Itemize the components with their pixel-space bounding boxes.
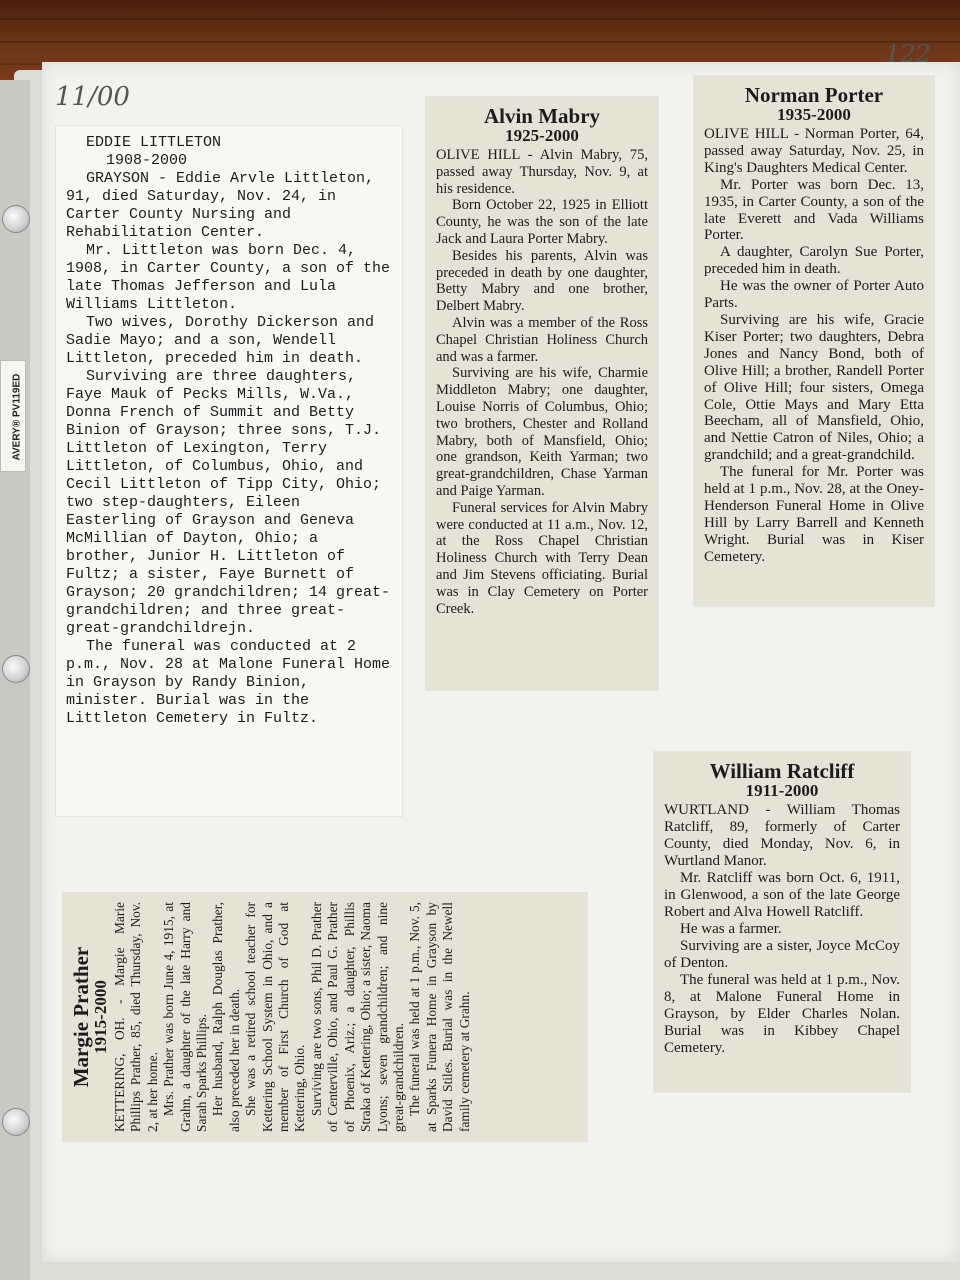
obituary-paragraph: Besides his parents, Alvin was preceded in death by one daughter, Betty Mabry and one brother, Delbert Mabry. — [436, 247, 648, 315]
obituary-paragraph: Surviving are his wife, Gracie Kiser Porter; two daughters, Debra Jones and Nancy Bond, both of Olive Hill; a brother, Randell Porter of Olive Hill; four sisters, Omega Cole, Ottie Mays and Mary Etta Beecham, all of Mansfield, Ohio, and Nettie Catron of Niles, Ohio; a grandchild; and a great-grandchild. — [704, 311, 924, 464]
sheet-label: AVERY® PV119ED — [11, 373, 23, 461]
obituary-paragraph: Alvin was a member of the Ross Chapel Christian Holiness Church and was a farmer. — [436, 314, 648, 365]
obituary-paragraph: Surviving are three daughters, Faye Mauk of Pecks Mills, W.Va., Donna French of Summit and Betty Binion of Grayson; three sons, T.J. Littleton of Lexington, Terry Littleton, of Columbus, Ohio, and Cecil Littleton of Tipp City, Ohio; two step-daughters, Eileen Easterling of Grayson and Geneva McMillian of Dayton, Ohio; a brother, Junior H. Littleton of Fultz; a sister, Faye Burnett of Grayson; 20 grandchildren; 14 great-grandchildren; and three great-great-grandchildrejn. — [66, 368, 391, 637]
obituary-paragraph: Funeral services for Alvin Mabry were conducted at 11 a.m., Nov. 12, at the Ross Chapel Christian Holiness Church with Terry Dean and Jim Stevens officiating. Burial was in Clay Cemetery on Porter Creek. — [436, 499, 648, 617]
obituary-years: 1925-2000 — [505, 126, 579, 145]
obituary-ratcliff — [654, 752, 910, 1092]
binder-hole-icon — [2, 1108, 30, 1136]
obituary-years: 1915-2000 — [91, 980, 110, 1054]
obituary-paragraph: He was the owner of Porter Auto Parts. — [704, 278, 924, 312]
obituary-paragraph: The funeral for Mr. Porter was held at 1 p.m., Nov. 28, at the Oney-Henderson Funeral Home in Olive Hill by Larry Barrell and Kenneth Wright. Burial was in Kiser Cemetery. — [704, 464, 924, 565]
obituary-paragraph: The funeral was held at 1 p.m., Nov. 8, at Malone Funeral Home in Grayson, by Elder Charles Nolan. Burial was in Kibbey Chapel Cemetery. — [664, 972, 900, 1056]
obituary-paragraph: Her husband, Ralph Douglas Prather, also preceded her in death. — [210, 902, 242, 1132]
obituary-paragraph: OLIVE HILL - Norman Porter, 64, passed away Saturday, Nov. 25, in King's Daughters Medical Center. — [704, 126, 924, 176]
obituary-porter — [694, 76, 934, 606]
obituary-paragraph: The funeral was held at 1 p.m., Nov. 5, at Sparks Funera Home in Grayson by David Stiles. Burial was in the Newell family cemetery at Grahn. — [407, 902, 472, 1132]
obituary-paragraph: Surviving are a sister, Joyce McCoy of Denton. — [664, 938, 900, 971]
obituary-name: Margie Prather — [69, 946, 93, 1088]
obituary-years: 1911-2000 — [745, 781, 819, 800]
obituary-paragraph: KETTERING, OH. - Margie Marie Phillips Prather, 85, died Thursday, Nov. 2, at her home. — [112, 902, 160, 1132]
obituary-name: Norman Porter — [744, 83, 884, 107]
obituary-paragraph: Surviving are his wife, Charmie Middleton Mabry; one daughter, Louise Norris of Columbus, Ohio; two brothers, Chester and Rolland Mabry, both of Mansfield, Ohio; one grandson, Keith Yarman; two great-grandchildren, Chase Yarman and Paige Yarman. — [436, 365, 648, 499]
obituary-name: William Ratcliff — [709, 759, 855, 783]
obituary-paragraph: GRAYSON - Eddie Arvle Littleton, 91, died Saturday, Nov. 24, in Carter County Nursing and Rehabilitation Center. — [66, 170, 375, 241]
obituary-paragraph: He was a farmer. — [680, 921, 782, 937]
obituary-years: 1908-2000 — [106, 152, 188, 169]
obituary-paragraph: Mr. Littleton was born Dec. 4, 1908, in Carter County, a son of the late Thomas Jefferson and Lula Williams Littleton. — [66, 242, 391, 313]
handwritten-date: 11/00 — [55, 82, 130, 112]
obituary-paragraph: Mrs. Prather was born June 4, 1915, at Grahn, a daughter of the late Harry and Sarah Sparks Phillips. — [161, 902, 210, 1132]
obituary-paragraph: WURTLAND - William Thomas Ratcliff, 89, formerly of Carter County, died Monday, Nov. 6, in Wurtland Manor. — [664, 802, 900, 869]
obituary-paragraph: Two wives, Dorothy Dickerson and Sadie Mayo; and a son, Wendell Littleton, preceded him in death. — [66, 314, 375, 367]
binder-hole-icon — [2, 655, 30, 683]
obituary-years: 1935-2000 — [777, 105, 851, 124]
obituary-name: EDDIE LITTLETON — [86, 134, 222, 151]
obituary-prather-rotated — [62, 892, 588, 1142]
binder-hole-icon — [2, 205, 30, 233]
obituary-mabry — [426, 97, 658, 690]
obituary-paragraph: She was a retired school teacher for Kettering School System in Ohio, and a member of First Church of God at Kettering, Ohio. — [243, 902, 308, 1132]
obituary-paragraph: Mr. Ratcliff was born Oct. 6, 1911, in Glenwood, a son of the late George Robert and Alva Howell Ratcliff. — [664, 870, 900, 920]
obituary-paragraph: The funeral was conducted at 2 p.m., Nov. 28 at Malone Funeral Home in Grayson by Randy Binion, minister. Burial was in the Littleton Cemetery in Fultz. — [66, 638, 391, 727]
obituary-paragraph: Mr. Porter was born Dec. 13, 1935, in Carter County, a son of the late Everett and Vada Williams Porter. — [704, 176, 924, 244]
obituary-paragraph: A daughter, Carolyn Sue Porter, preceded him in death. — [704, 244, 924, 278]
obituary-littleton — [56, 126, 402, 816]
obituary-paragraph: Surviving are two sons, Phil D. Prather of Centerville, Ohio, and Paul G. Prather of Phoenix, Ariz.; a daughter, Phillis Straka of Kettering, Ohio; a sister, Naoma Lyons; seven grandchildren; and nine great-grandchildren. — [308, 902, 406, 1132]
obituary-name: Alvin Mabry — [483, 104, 601, 128]
obituary-paragraph: Born October 22, 1925 in Elliott County, he was the son of the late Jack and Laura Porter Mabry. — [436, 197, 648, 247]
handwritten-page-number: 122 — [885, 40, 931, 68]
obituary-paragraph: OLIVE HILL - Alvin Mabry, 75, passed away Thursday, Nov. 9, at his residence. — [436, 147, 648, 197]
